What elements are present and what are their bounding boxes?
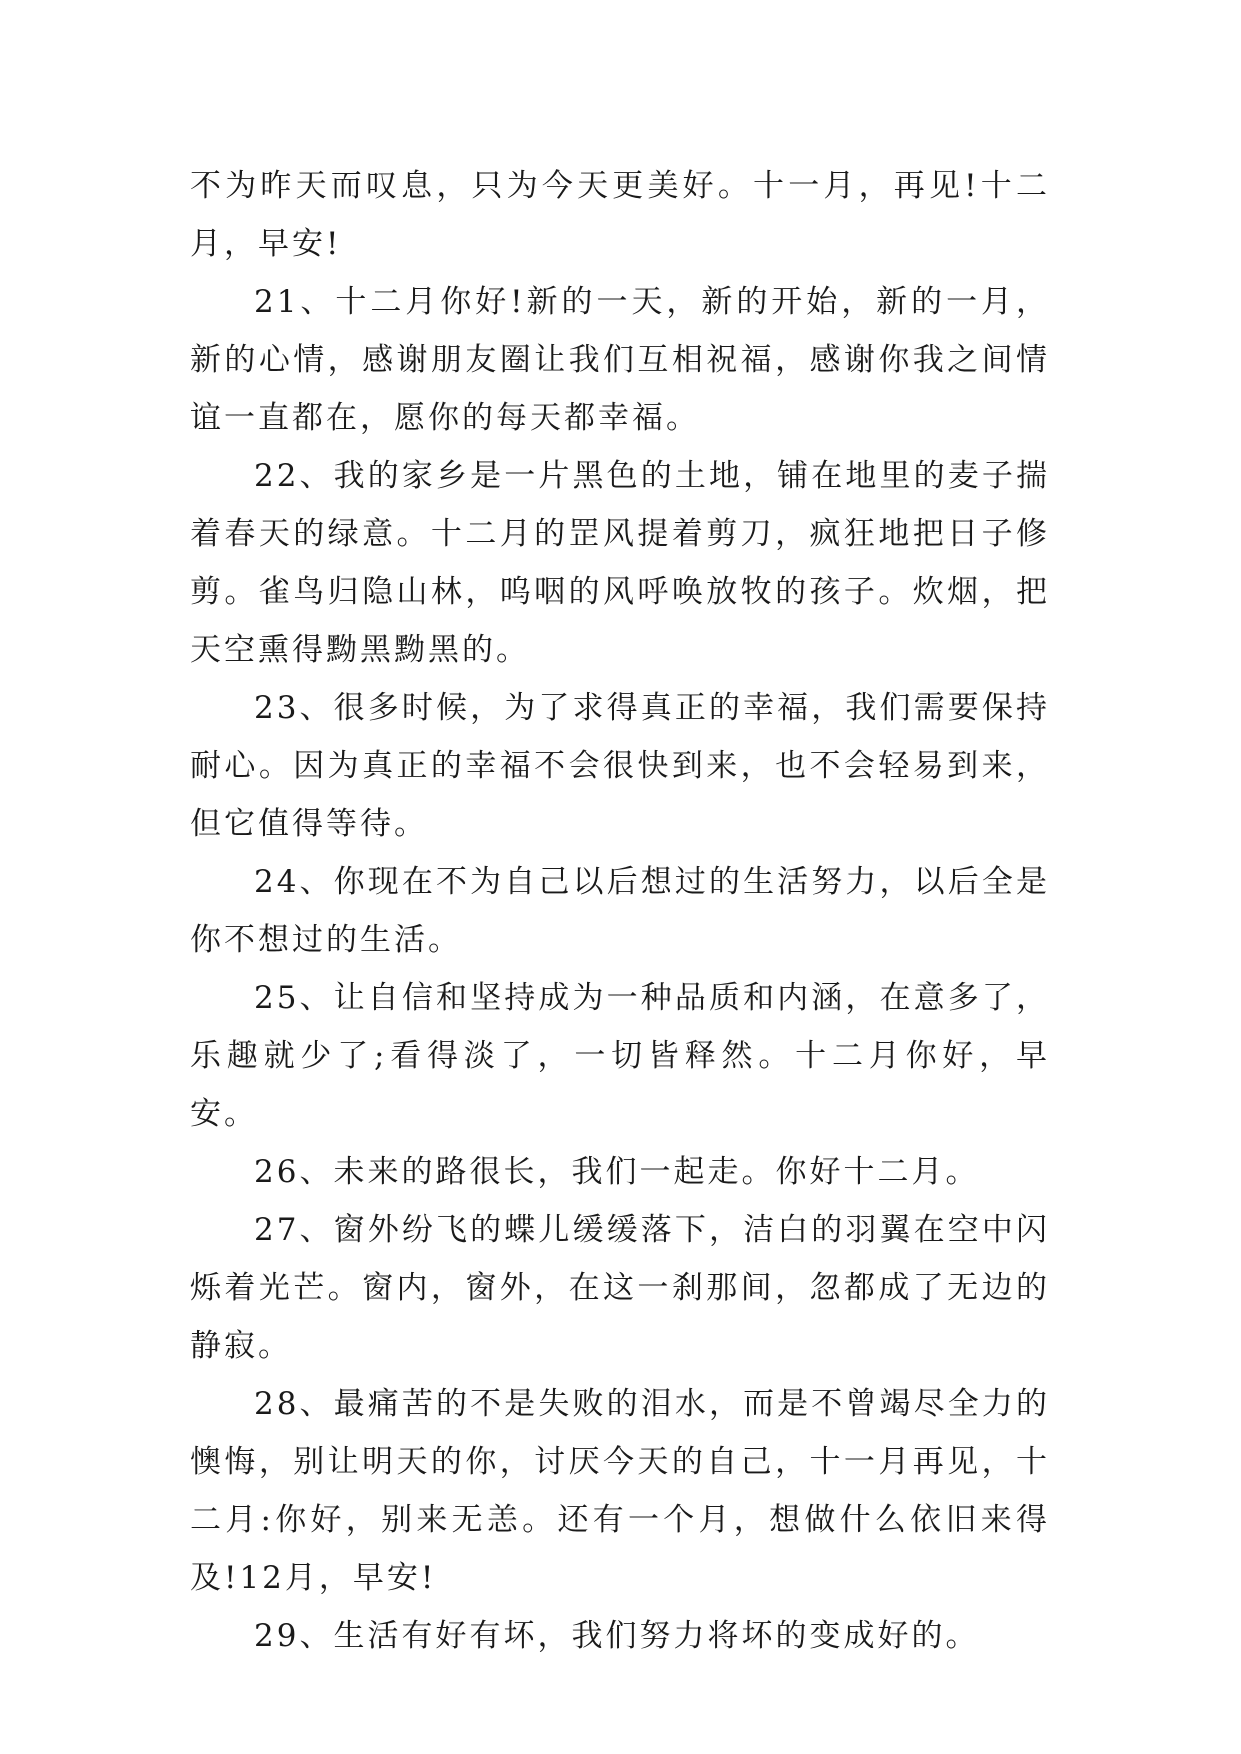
paragraph-22: 22、我的家乡是一片黑色的土地，铺在地里的麦子揣着春天的绿意。十二月的罡风提着剪刀，疯狂地把日子修剪。雀鸟归隐山林，呜咽的风呼唤放牧的孩子。炊烟，把天空熏得黝黑黝黑的。	[190, 458, 1050, 668]
paragraph-23: 23、很多时候，为了求得真正的幸福，我们需要保持耐心。因为真正的幸福不会很快到来，也不会轻易到来，但它值得等待。	[190, 690, 1050, 842]
paragraph-intro-tail: 不为昨天而叹息，只为今天更美好。十一月，再见!十二月，早安!	[190, 168, 1050, 262]
paragraph-26: 26、未来的路很长，我们一起走。你好十二月。	[254, 1154, 980, 1190]
paragraph-29: 29、生活有好有坏，我们努力将坏的变成好的。	[254, 1618, 980, 1654]
paragraph-25: 25、让自信和坚持成为一种品质和内涵，在意多了，乐趣就少了;看得淡了，一切皆释然。十二月你好，早安。	[190, 980, 1050, 1132]
paragraph-28: 28、最痛苦的不是失败的泪水，而是不曾竭尽全力的懊悔，别让明天的你，讨厌今天的自己，十一月再见，十二月:你好，别来无恙。还有一个月，想做什么依旧来得及!12月，早安!	[190, 1386, 1050, 1596]
paragraph-21: 21、十二月你好!新的一天，新的开始，新的一月，新的心情，感谢朋友圈让我们互相祝福，感谢你我之间情谊一直都在，愿你的每天都幸福。	[190, 284, 1050, 436]
paragraph-24: 24、你现在不为自己以后想过的生活努力，以后全是你不想过的生活。	[190, 864, 1050, 958]
paragraph-27: 27、窗外纷飞的蝶儿缓缓落下，洁白的羽翼在空中闪烁着光芒。窗内，窗外，在这一刹那间，忽都成了无边的静寂。	[190, 1212, 1050, 1364]
document-body	[190, 157, 1050, 1665]
